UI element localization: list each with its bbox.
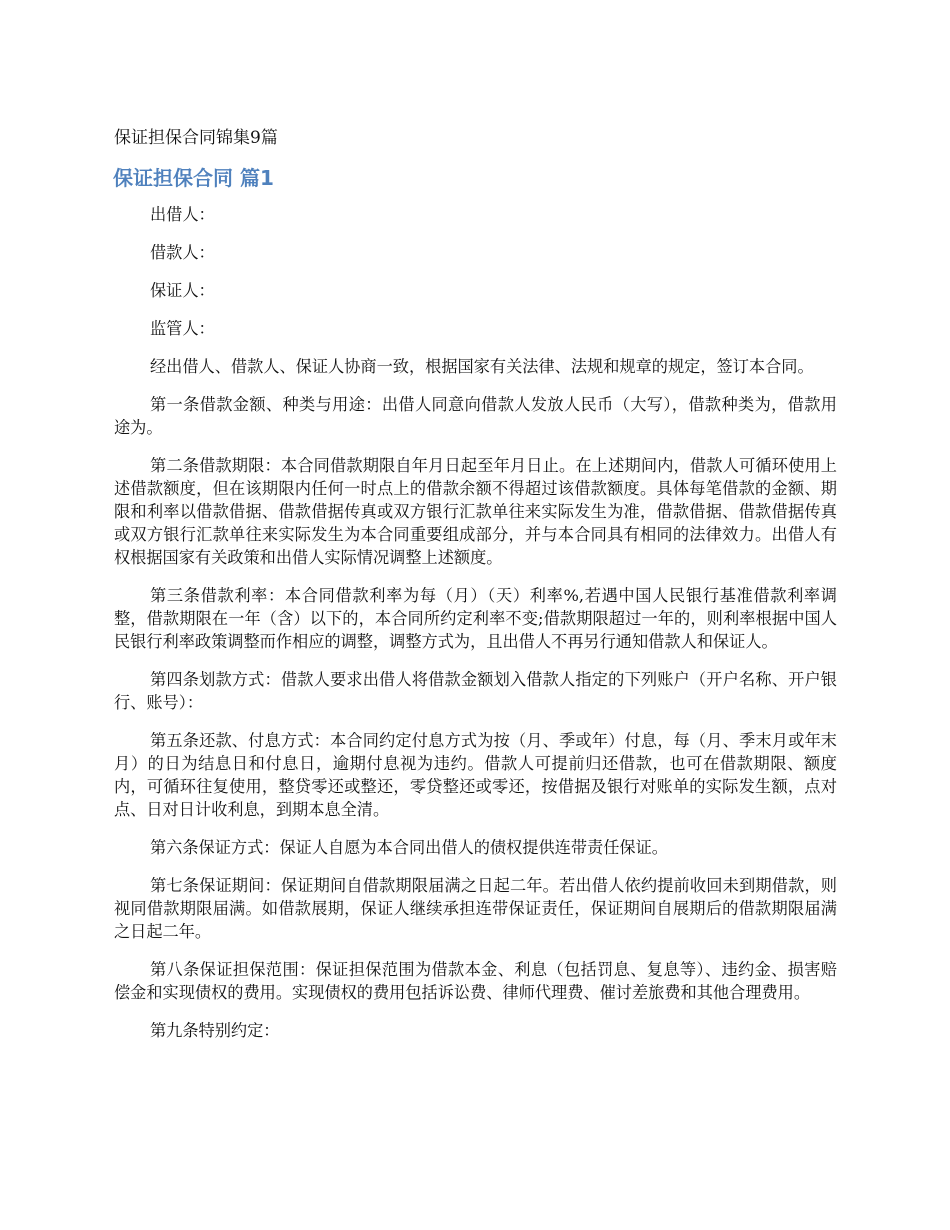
paragraph-preamble: 经出借人、借款人、保证人协商一致，根据国家有关法律、法规和规章的规定，签订本合同。	[150, 357, 814, 376]
paragraph-article-2: 第二条借款期限：本合同借款期限自年月日起至年月日止。在上述期间内，借款人可循环使用上述借款额度，但在该期限内任何一时点上的借款余额不得超过该借款额度。具体每笔借款的金额、期限和利率以借款借据、借款借据传真或双方银行汇款单往来实际发生为准，借款借据、借款借据传真或双方银行汇款单往来实际发生为本合同重要组成部分，并与本合同具有相同的法律效力。出借人有权根据国家有关政策和出借人实际情况调整上述额度。	[114, 456, 837, 567]
paragraph-article-7: 第七条保证期间：保证期间自借款期限届满之日起二年。若出借人依约提前收回未到期借款，则视同借款期限届满。如借款展期，保证人继续承担连带保证责任，保证期间自展期后的借款期限届满之日起二年。	[114, 876, 837, 941]
paragraph-guarantor: 保证人：	[150, 281, 215, 300]
document-body	[114, 203, 837, 1057]
paragraph-article-5: 第五条还款、付息方式：本合同约定付息方式为按（月、季或年）付息，每（月、季末月或年末月）的日为结息日和付息日，逾期付息视为违约。借款人可提前归还借款，也可在借款期限、额度内，可循环往复使用，整贷零还或整还，零贷整还或零还，按借据及银行对账单的实际发生额，点对点、日对日计收利息，到期本息全清。	[114, 731, 837, 819]
paragraph-lender: 出借人：	[150, 205, 215, 224]
paragraph-article-4: 第四条划款方式：借款人要求出借人将借款金额划入借款人指定的下列账户（开户名称、开户银行、账号）：	[114, 670, 837, 712]
section-heading: 保证担保合同 篇1	[113, 166, 274, 190]
paragraph-article-6: 第六条保证方式：保证人自愿为本合同出借人的债权提供连带责任保证。	[150, 838, 668, 857]
document-title: 保证担保合同锦集9篇	[114, 128, 278, 148]
paragraph-article-8: 第八条保证担保范围：保证担保范围为借款本金、利息（包括罚息、复息等）、违约金、损害赔偿金和实现债权的费用。实现债权的费用包括诉讼费、律师代理费、催讨差旅费和其他合理费用。	[114, 960, 837, 1002]
paragraph-borrower: 借款人：	[150, 243, 215, 262]
paragraph-article-3: 第三条借款利率：本合同借款利率为每（月）（天）利率%,若遇中国人民银行基准借款利率调整，借款期限在一年（含）以下的，本合同所约定利率不变;借款期限超过一年的，则利率根据中国人民银行利率政策调整而作相应的调整，调整方式为，且出借人不再另行通知借款人和保证人。	[114, 586, 837, 651]
paragraph-article-9: 第九条特别约定：	[150, 1021, 280, 1040]
paragraph-article-1: 第一条借款金额、种类与用途：出借人同意向借款人发放人民币（大写），借款种类为，借款用途为。	[114, 395, 837, 437]
paragraph-supervisor: 监管人：	[150, 319, 215, 338]
